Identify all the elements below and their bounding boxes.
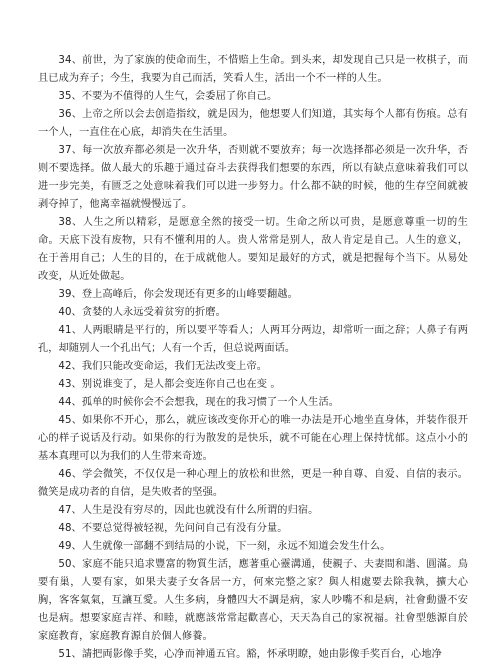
paragraph-35: 35、不要为不值得的人生气，会委屈了你自己。 bbox=[58, 91, 278, 102]
paragraph-37: 37、每一次放弃都必须是一次升华，否则就不要放弃；每一次选择都必须是一次升华，否则不要选择。做人最大的乐趣于通过奋斗去获得我们想要的东西，所以有缺点意味着我们可以进一步完美，有匮乏之处意味着我们可以进一步努力。什么都不缺的时候，他的生存空间就被剥夺掉了，他离幸福就慢慢远了。 bbox=[38, 145, 468, 210]
document-body bbox=[38, 52, 468, 664]
paragraph-39: 39、登上高峰后，你会发现还有更多的山峰要翻越。 bbox=[58, 289, 298, 300]
paragraph-51: 51、請把両影像手奖，心净而神通五官。豁，怀承明瞭，她由影像手奖百台，心地净 bbox=[58, 649, 442, 660]
paragraph-42: 42、我们只能改变命运，我们无法改变上帝。 bbox=[58, 361, 268, 372]
paragraph-50: 50、家庭不能只追求豐富的物質生活，應著重心靈溝通，使親子、夫妻間和諧、圓滿。鳥要有巢，人要有家，如果夫妻子女各居一方，何來完整之家？與人相處要去除我執，擴大心胸，客客氣氣，互讓互愛。人生多病，身體四大不調是病，家人吵嘴不和是病，社會動盪不安也是病。想要家庭吉祥、和睦，就應該常常起歡喜心，天天為自己的家祝福。社會型態源自於家庭教育，家庭教育源自於個人修養。 bbox=[38, 559, 468, 642]
paragraph-38: 38、人生之所以精彩，是愿意全然的接受一切。生命之所以可贵，是愿意尊重一切的生命。天底下没有废物，只有不懂利用的人。贵人常常是别人，敌人肯定是自己。人生的意义，在于善用自己；人生的目的，在于成就他人。要知足最好的方式，就是把握每个当下。从易处改变，从近处做起。 bbox=[38, 217, 468, 282]
paragraph-34: 34、前世，为了家族的使命而生，不惜赔上生命。到头来，却发现自己只是一枚棋子，而且已成为弃子；今生，我要为自己而活，笑看人生，活出一个不一样的人生。 bbox=[38, 55, 468, 84]
paragraph-48: 48、不要总觉得被轻视，先问问自己有没有分量。 bbox=[58, 523, 288, 534]
paragraph-36: 36、上帝之所以会去创造指纹，就是因为，他想要人们知道，其实每个人都有伤痕。总有一个人，一直住在心底，却消失在生活里。 bbox=[38, 109, 468, 138]
paragraph-46: 46、学会微笑，不仅仅是一种心理上的放松和世然，更是一种自尊、自爱、自信的表示。微笑是成功者的自信，是失败者的坚强。 bbox=[38, 469, 468, 498]
paragraph-41: 41、人两眼睛是平行的，所以要平等看人；人两耳分两边，却常听一面之辞；人鼻子有两孔，却随别人一个孔出气；人有一个舌，但总说两面话。 bbox=[38, 325, 468, 354]
paragraph-45: 45、如果你不开心，那么，就应该改变你开心的唯一办法是开心地坐直身体，并装作很开心的样子说话及行动。如果你的行为散发的是快乐，就不可能在心理上保持忧郁。这点小小的基本真理可以为我们的人生带来奇迹。 bbox=[38, 415, 468, 462]
paragraph-49: 49、人生就像一部翻不到结局的小说，下一刻，永远不知道会发生什么。 bbox=[58, 541, 391, 552]
paragraph-40: 40、贪婪的人永远受着贫穷的折磨。 bbox=[58, 307, 226, 318]
paragraph-44: 44、孤单的时候你会不会想我，现在的我习惯了一个人生活。 bbox=[58, 397, 340, 408]
paragraph-43: 43、别说谁变了，是人都会变连你自己也在变 。 bbox=[58, 379, 281, 390]
paragraph-47: 47、人生是没有穷尽的，因此也就没有什么所谓的归宿。 bbox=[58, 505, 319, 516]
